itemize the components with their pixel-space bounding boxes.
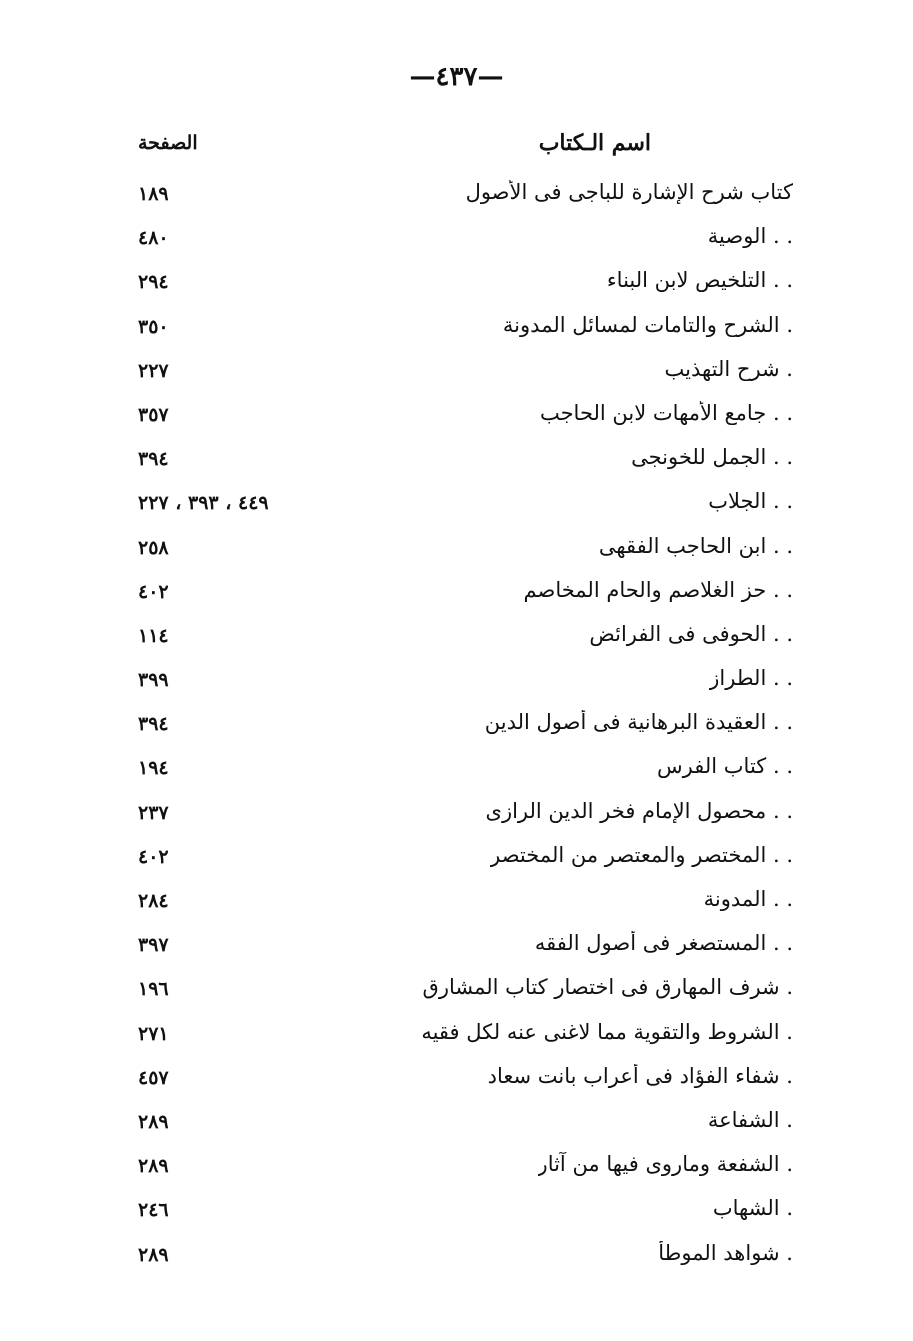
entry-page: ٣٩٩ <box>138 669 169 692</box>
entry-title: . . حز الغلاصم والحام المخاصم <box>523 577 793 602</box>
column-headers <box>0 130 913 166</box>
entry-page: ١٩٦ <box>138 978 169 1001</box>
list-item <box>0 353 913 397</box>
list-item <box>0 795 913 839</box>
entry-page: ٤٤٩ ، ٣٩٣ ، ٢٢٧ <box>138 492 269 515</box>
entry-title: . الشفاعة <box>707 1107 793 1132</box>
list-item <box>0 485 913 529</box>
entry-title: . . الجلاب <box>708 489 793 514</box>
entry-title: . . التلخيص لابن البناء <box>606 268 793 293</box>
entry-title: . . المدونة <box>703 887 793 911</box>
page-number: —٤٣٧— <box>409 62 504 92</box>
entry-title: . . ابن الحاجب الفقهى <box>598 533 793 558</box>
entry-page: ٢٨٩ <box>138 1155 169 1178</box>
entry-title: كتاب شرح الإشارة للباجى فى الأصول <box>465 180 793 204</box>
list-item <box>0 1237 913 1281</box>
entry-page: ٤٠٢ <box>138 580 169 603</box>
entry-page: ٢٥٨ <box>138 536 169 559</box>
list-item <box>0 618 913 662</box>
entry-title: . . المستصغر فى أصول الفقه <box>534 931 793 956</box>
entry-title: . الشروط والتقوية مما لاغنى عنه لكل فقيه <box>421 1019 793 1044</box>
entries-list <box>0 176 913 1281</box>
list-item <box>0 574 913 618</box>
entry-page: ٢٨٩ <box>138 1110 169 1133</box>
list-item <box>0 971 913 1015</box>
list-item <box>0 1104 913 1148</box>
entry-page: ٢٩٤ <box>138 271 169 294</box>
entry-title: . . العقيدة البرهانية فى أصول الدين <box>484 710 793 735</box>
list-item <box>0 441 913 485</box>
entry-title: . . جامع الأمهات لابن الحاجب <box>539 400 793 425</box>
entry-title: . . كتاب الفرس <box>657 754 793 779</box>
entry-page: ١١٤ <box>138 624 169 647</box>
header-book-name: اسم الـكتاب <box>538 130 651 156</box>
list-item <box>0 220 913 264</box>
list-item <box>0 662 913 706</box>
entry-page: ٢٨٤ <box>138 890 169 912</box>
header-page-number: الصفحة <box>138 132 198 154</box>
entry-page: ١٨٩ <box>138 183 169 205</box>
list-item <box>0 176 913 220</box>
list-item <box>0 1060 913 1104</box>
list-item <box>0 1192 913 1236</box>
list-item <box>0 264 913 308</box>
entry-title: . شواهد الموطأ <box>658 1240 793 1265</box>
list-item <box>0 927 913 971</box>
entry-page: ٢٢٧ <box>138 359 169 382</box>
entry-page: ٢٧١ <box>138 1022 169 1045</box>
list-item <box>0 1016 913 1060</box>
entry-page: ٤٨٠ <box>138 227 169 250</box>
list-item <box>0 530 913 574</box>
entry-title: . . الجمل للخونجى <box>631 445 793 470</box>
list-item <box>0 397 913 441</box>
entry-title: . شفاء الفؤاد فى أعراب بانت سعاد <box>487 1063 793 1088</box>
entry-title: . . محصول الإمام فخر الدين الرازى <box>485 798 793 823</box>
entry-page: ٣٩٧ <box>138 934 169 957</box>
list-item <box>0 839 913 883</box>
list-item <box>0 750 913 794</box>
entry-title: . شرح التهذيب <box>664 356 793 381</box>
entry-title: . . الوصية <box>707 224 793 249</box>
entry-title: . الشفعة وماروى فيها من آثار <box>537 1152 793 1177</box>
entry-page: ٤٥٧ <box>138 1066 169 1089</box>
entry-page: ٢٣٧ <box>138 801 169 824</box>
entry-title: . . الطراز <box>709 666 793 691</box>
entry-title: . الشرح والتامات لمسائل المدونة <box>502 312 793 337</box>
entry-page: ٣٥٧ <box>138 403 169 426</box>
entry-page: ٣٩٤ <box>138 448 169 471</box>
entry-title: . . المختصر والمعتصر من المختصر <box>490 842 793 867</box>
list-item <box>0 309 913 353</box>
entry-page: ٤٠٢ <box>138 845 169 868</box>
list-item <box>0 1148 913 1192</box>
entry-page: ٣٩٤ <box>138 713 169 736</box>
entry-title: . . الحوفى فى الفرائض <box>589 621 793 646</box>
entry-title: . شرف المهارق فى اختصار كتاب المشارق <box>422 975 793 1000</box>
entry-page: ٣٥٠ <box>138 315 169 338</box>
list-item <box>0 883 913 927</box>
entry-page: ٢٨٩ <box>138 1243 169 1266</box>
entry-page: ١٩٤ <box>138 757 169 780</box>
entry-page: ٢٤٦ <box>138 1199 169 1222</box>
entry-title: . الشهاب <box>712 1196 793 1221</box>
list-item <box>0 706 913 750</box>
